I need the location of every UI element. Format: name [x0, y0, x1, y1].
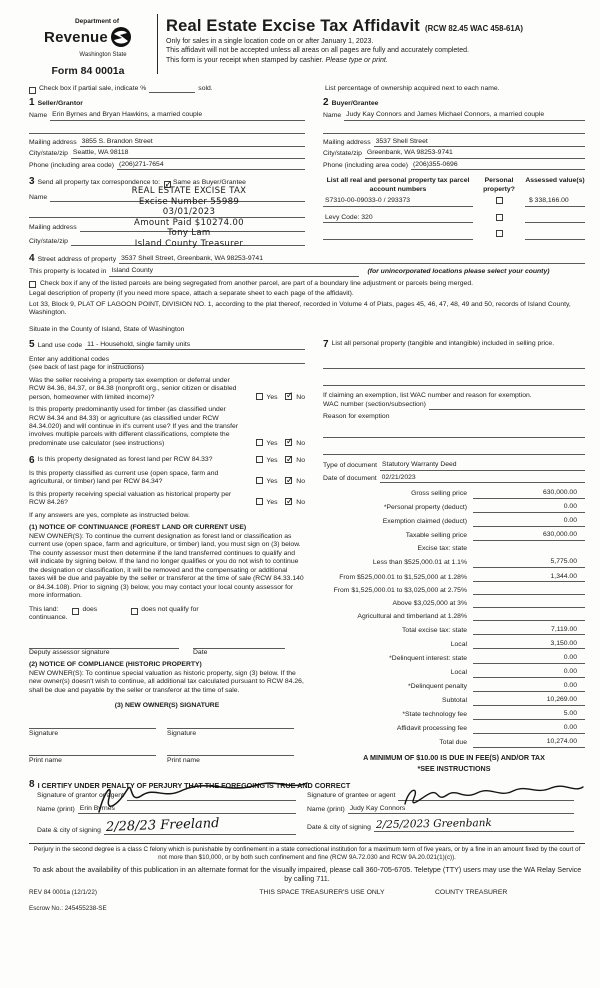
- delinquent-interest-state-label: *Delinquent interest: state: [389, 655, 467, 663]
- personal-property-line-2[interactable]: [323, 375, 585, 386]
- gross-selling-price-value[interactable]: 630,000.00: [473, 489, 585, 498]
- notice-continuance-body: NEW OWNER(S): To continue the current designation as forest land or classification as current use (open space, farm and agriculture, or timber) land, you must sign on (3) below. The county assessor must then determine if the land transferred continues to qualify and will indicate by signing below. If the land no longer qualifies or you do not wish to continue the designation or classification, it will be removed and the compensating or additional taxes will be due and payable by the seller or transferor at the time of sale (RCW 84.33.140 or 84.34.108). Prior to signing (3) below, you may contact your local county assessor for more information.: [29, 532, 304, 600]
- tier2-tax-value[interactable]: 1,344.00: [473, 573, 585, 582]
- personal-property-column-header: Personal property?: [483, 177, 515, 193]
- forest-no-checkbox[interactable]: [285, 456, 292, 463]
- section-7-number: 7: [323, 339, 329, 351]
- timber-question-row: Is this property predominantly used for timber (as classified under RCW 84.34 and 84.33) or agriculture (as classified under RCW 84.34.020) and will continue in it's current use? If yes and the transfer involves multiple parcels with different classifications, complete the predominate use calculator (see instructions) Yes ✓ No: [29, 406, 305, 448]
- grantee-name-field[interactable]: Judy Kay Connors: [348, 805, 574, 814]
- additional-codes-label: Enter any additional codes: [29, 355, 110, 363]
- partial-sale-label: Check box if partial sale, indicate %: [39, 84, 147, 92]
- deputy-date-label: Date: [193, 648, 208, 656]
- grantee-datecity-field[interactable]: 2/25/2023 Greenbank: [374, 818, 574, 832]
- total-excise-state-label: Total excise tax: state: [402, 626, 467, 634]
- dor-logo-block: [29, 14, 147, 78]
- grantor-signature-block: [29, 792, 296, 840]
- land-use-code-label: Land use code: [37, 341, 83, 349]
- unincorporated-note: (for unincorporated locations please select your county): [367, 268, 550, 276]
- deputy-date-field[interactable]: [193, 639, 285, 649]
- accessibility-statement: To ask about the availability of this publication in an alternate format for the visually impaired, please call 360-705-6705. Teletype (TTY) users may use the WA Relay Service by calling 711.: [32, 865, 582, 883]
- legal-description-text: Lot 33, Block 9, PLAT OF LAGOON POINT, DIVISION NO. 1, according to the plat thereof, recorded in Volume 4 of Plats, pages 45, 46, 47, 48, 49 and 50, records of Island County, Washington.: [29, 300, 571, 317]
- grantee-signature-field[interactable]: [398, 792, 573, 801]
- personal-property-checkbox-1[interactable]: [496, 197, 503, 204]
- section-6-classifications: 6 Is this property designated as forest land per RCW 84.33? Yes ✓ No Is this property classified as current use (open space, farm and agricultural, or timber) land per RCW 84.34? Yes ✓ No Is this property receiving special valuation as historical property per RCW 84.26? Yes ✓ No If any answers are yes, complete as instructed below. (1) NOTICE OF CONTINUANCE (FOREST LAND OR CURRENT USE) NEW OWNER(S): To continue the current designation as forest land or classification as current use (open space, farm and agriculture, or timber) land, you must sign on (3) below. The county assessor must then determine if the land transferred continues to qualify and will indicate by signing below. If the land no longer qualifies or you do not wish to continue the designation or classification, it will be removed and the compensating or additional taxes will be due and payable by the seller or transferor at the time of sale (RCW 84.33.140 or 84.34.108). Prior to signing (3) below, you may contact your local county assessor for more information. This land: does does not qualify for continuance. Deputy assessor signature Date (2) NOTICE OF COMPLIANCE (HISTORIC PROPERTY) NEW OWNER(S): To continue special valuation as historic property, sign (3) below. If the new owner(s) doesn't wish to continue, all additional tax calculated pursuant to RCW 84.26, shall be due and payable by the seller or transferor at the time of sale. (3) NEW OWNER(S) SIGNATURE Signature Print name Signature Print name: [29, 455, 305, 773]
- exemption-no-checkbox[interactable]: [285, 393, 292, 400]
- section-5-land-use: [29, 340, 305, 448]
- tier1-tax-value[interactable]: 5,775.00: [473, 558, 585, 567]
- located-county-field[interactable]: Island County: [109, 267, 359, 276]
- correspondence-title: Send all property tax correspondence to:: [37, 178, 160, 186]
- buyer-name-label: Name: [323, 112, 342, 120]
- section-1-seller: [29, 98, 305, 172]
- date-of-document-field[interactable]: 02/21/2023: [380, 474, 585, 483]
- parcel-row-3: [323, 229, 585, 239]
- does-checkbox[interactable]: [72, 608, 79, 615]
- additional-codes-field[interactable]: [112, 355, 305, 364]
- sold-label: sold.: [198, 84, 213, 92]
- section-3-number: 3: [29, 176, 35, 188]
- exemption-question-row: Was the seller receiving a property tax exemption or deferral under RCW 84.36, 84.37, or 84.38 (nonprofit org., senior citizen or disabled person, homeowner with limited income)? Yes ✓ No: [29, 377, 305, 402]
- segregated-label: Check box if any of the listed parcels are being segregated from another parcel, are part of a boundary line adjustment or parcels being merged.: [40, 279, 473, 287]
- section-5-number: 5: [29, 339, 35, 351]
- buyer-mailing-label: Mailing address: [323, 138, 371, 146]
- affidavit-processing-fee-label: Affidavit processing fee: [396, 725, 467, 733]
- land-use-code-field[interactable]: 11 - Household, single family units: [85, 341, 305, 350]
- deputy-signature-field[interactable]: [29, 639, 179, 649]
- exemption-note: If claiming an exemption, list WAC number and reason for exemption.: [323, 392, 532, 400]
- corr-mailing-label: Mailing address: [29, 223, 77, 231]
- corr-name-label: Name: [29, 193, 48, 201]
- levy-code-field[interactable]: Levy Code: 320: [323, 214, 473, 223]
- buyer-city-field[interactable]: Greenbank, WA 98253-9741: [365, 149, 585, 158]
- forest-land-question: Is this property designated as forest land per RCW 84.33?: [37, 455, 213, 463]
- assessed-value-column-header: Assessed value(s): [525, 177, 585, 185]
- notice-compliance-title: (2) NOTICE OF COMPLIANCE (HISTORIC PROPERTY): [29, 661, 202, 669]
- taxable-selling-price-label: Taxable selling price: [405, 532, 467, 540]
- ownership-note: List percentage of ownership acquired next to each name.: [325, 84, 500, 92]
- date-of-document-label: Date of document: [323, 474, 377, 482]
- assessed-value-field-1[interactable]: $ 338,166.00: [525, 197, 585, 206]
- tier3-tax-value[interactable]: [473, 587, 585, 596]
- washington-state-label: Washington State: [79, 51, 127, 58]
- agricultural-tax-value[interactable]: [473, 613, 585, 622]
- local-tax-value[interactable]: 3,150.00: [473, 640, 585, 649]
- reason-for-exemption-label: Reason for exemption: [323, 412, 390, 420]
- minimum-due-note: A MINIMUM OF $10.00 IS DUE IN FEE(S) AND/OR TAX: [363, 752, 545, 762]
- timber-yes-checkbox[interactable]: [256, 439, 263, 446]
- buyer-mailing-field[interactable]: 3537 Shell Street: [374, 138, 585, 147]
- print-name-label-1: Print name: [29, 757, 62, 765]
- county-treasurer-label: COUNTY TREASURER: [435, 889, 508, 896]
- new-owner-signature-field-2[interactable]: [167, 719, 294, 729]
- this-land-label: This land:: [29, 605, 59, 613]
- form-header: [29, 14, 585, 78]
- corr-city-label: City/state/zip: [29, 237, 68, 245]
- new-owner-printname-field-2[interactable]: [167, 746, 294, 756]
- treasurer-use-only-label: THIS SPACE TREASURER'S USE ONLY: [259, 889, 385, 896]
- partial-sale-percent-field[interactable]: [149, 84, 195, 93]
- tier2-rate-label: From $525,000.01 to $1,525,000 at 1.28%: [339, 573, 467, 581]
- delinquent-penalty-value[interactable]: 0.00: [473, 682, 585, 691]
- buyer-name-extra-line[interactable]: [323, 123, 585, 134]
- total-due-value[interactable]: 10,274.00: [473, 738, 585, 747]
- grantor-datecity-field[interactable]: 2/28/23 Freeland: [104, 818, 296, 835]
- buyer-name-field[interactable]: Judy Kay Connors and James Michael Connors, a married couple: [344, 111, 585, 120]
- subtotal-label: Subtotal: [442, 697, 467, 705]
- grantor-signature-label: Signature of grantor or agent: [37, 792, 124, 800]
- wac-number-field[interactable]: [429, 401, 585, 410]
- grantor-name-label: Name (print): [37, 805, 75, 813]
- additional-codes-note: (see back of last page for instructions): [29, 364, 144, 372]
- forest-yes-checkbox[interactable]: [256, 456, 263, 463]
- reason-line-1[interactable]: [323, 427, 585, 438]
- state-technology-fee-value[interactable]: 5.00: [473, 710, 585, 719]
- grantor-signature-field[interactable]: [127, 792, 296, 801]
- seller-mailing-field[interactable]: 3855 S. Brandon Street: [80, 138, 305, 147]
- see-instructions-note: *SEE INSTRUCTIONS: [417, 763, 491, 773]
- delinquent-interest-state-value[interactable]: 0.00: [473, 654, 585, 663]
- current-use-question: Is this property classified as current use (open space, farm and agricultural, or timber) land per RCW 84.34?: [29, 469, 219, 486]
- parcel-row-1: [323, 196, 585, 206]
- tax-computation: [323, 489, 585, 773]
- form-title: Real Estate Excise Tax Affidavit: [166, 17, 421, 35]
- seller-city-label: City/state/zip: [29, 150, 68, 158]
- delinquent-penalty-label: *Delinquent penalty: [408, 683, 467, 691]
- seller-name-field[interactable]: Erin Byrnes and Bryan Hawkins, a married couple: [50, 111, 305, 120]
- section-4-number: 4: [29, 253, 35, 265]
- subtotal-value[interactable]: 10,269.00: [473, 696, 585, 705]
- type-of-document-field[interactable]: Statutory Warranty Deed: [380, 461, 585, 470]
- instruction-line-1: Only for sales in a single location code on or after January 1, 2023.: [166, 37, 374, 45]
- grantor-datecity-label: Date & city of signing: [37, 826, 101, 834]
- header-divider: [157, 14, 158, 74]
- excise-tax-state-spacer: [473, 545, 585, 554]
- section-2-buyer: [323, 98, 585, 172]
- form-number: Form 84 0001a: [51, 65, 125, 78]
- partial-sale-row: [29, 84, 311, 93]
- seller-phone-label: Phone (including area code): [29, 161, 115, 169]
- instruction-line-3: This form is your receipt when stamped by cashier. Please type or print.: [166, 57, 388, 65]
- historical-no-checkbox[interactable]: [285, 498, 292, 505]
- seller-mailing-label: Mailing address: [29, 138, 77, 146]
- local-tax-label: Local: [450, 640, 467, 648]
- dept-of-label: Department of: [74, 18, 120, 25]
- partial-sale-checkbox[interactable]: [29, 87, 36, 94]
- delinquent-interest-local-value[interactable]: 0.00: [473, 668, 585, 677]
- taxable-selling-price-value[interactable]: 630,000.00: [473, 531, 585, 540]
- situate-text: Situate in the County of Island, State of Washington: [29, 325, 185, 333]
- segregated-checkbox[interactable]: [29, 281, 36, 288]
- signature-label-1: Signature: [29, 729, 59, 737]
- tier3-rate-label: From $1,525,000.01 to $3,025,000 at 2.75%: [333, 586, 467, 594]
- buyer-phone-field[interactable]: (206)355-0696: [411, 161, 585, 170]
- new-owner-signature-title: (3) NEW OWNER(S) SIGNATURE: [114, 702, 220, 710]
- total-excise-state-value[interactable]: 7,119.00: [473, 626, 585, 635]
- total-due-label: Total due: [439, 739, 467, 747]
- exemption-yes-checkbox[interactable]: [256, 393, 263, 400]
- deputy-signature-label: Deputy assessor signature: [29, 648, 110, 656]
- new-owner-signature-field-1[interactable]: [29, 719, 156, 729]
- seller-phone-field[interactable]: (206)271-7654: [117, 161, 305, 170]
- section-3-correspondence: [29, 177, 305, 251]
- assessed-value-field-3[interactable]: [525, 231, 585, 240]
- seller-name-label: Name: [29, 112, 48, 120]
- delinquent-interest-local-label: Local: [450, 669, 467, 677]
- street-address-field[interactable]: 3537 Shell Street, Greenbank, WA 98253-9741: [119, 255, 585, 264]
- continuance-label: continuance.: [29, 614, 68, 622]
- state-technology-fee-label: *State technology fee: [402, 711, 467, 719]
- personal-property-deduct-label: *Personal property (deduct): [383, 504, 467, 512]
- rcw-reference: (RCW 82.45 WAC 458-61A): [425, 24, 523, 33]
- parcel-row-2: [323, 213, 585, 223]
- wac-number-label: WAC number (section/subsection): [323, 401, 426, 409]
- print-name-label-2: Print name: [167, 757, 200, 765]
- footer-divider: [29, 843, 585, 844]
- type-of-document-label: Type of document: [323, 462, 378, 470]
- this-land-row: This land: does does not qualify for: [29, 606, 305, 614]
- street-address-label: Street address of property: [37, 255, 117, 263]
- excise-tax-state-header: Excise tax: state: [417, 545, 467, 553]
- instruction-line-2: This affidavit will not be accepted unless all areas on all pages are fully and accurately completed.: [166, 47, 469, 55]
- personal-property-checkbox-3[interactable]: [496, 230, 503, 237]
- personal-property-line-1[interactable]: [323, 358, 585, 369]
- located-in-label: This property is located in: [29, 268, 107, 276]
- same-as-buyer-label: Same as Buyer/Grantee: [172, 178, 246, 186]
- section-8-number: 8: [29, 778, 35, 790]
- exemption-question: Was the seller receiving a property tax exemption or deferral under RCW 84.36, 84.37, or 84.38 (nonprofit org., senior citizen or disabled person, homeowner with limited income)?: [29, 376, 237, 401]
- dor-swirl-icon: [110, 26, 132, 51]
- parcel-field-3[interactable]: [323, 231, 473, 240]
- buyer-grantee-title: Buyer/Grantee: [331, 99, 379, 107]
- tier4-tax-value[interactable]: [473, 600, 585, 609]
- certify-statement: I CERTIFY UNDER PENALTY OF PERJURY THAT THE FOREGOING IS TRUE AND CORRECT: [37, 780, 351, 790]
- seller-grantor-title: Seller/Grantor: [37, 99, 83, 107]
- revenue-wordmark: Revenue: [44, 29, 108, 47]
- affidavit-processing-fee-value[interactable]: 0.00: [473, 724, 585, 733]
- escrow-number: Escrow No.: 245455238-SE: [29, 905, 107, 913]
- exemption-claimed-value[interactable]: 0.00: [473, 517, 585, 526]
- notice-continuance-title: (1) NOTICE OF CONTINUANCE (FOREST LAND OR CURRENT USE): [29, 524, 247, 532]
- notice-compliance-body: NEW OWNER(S): To continue special valuation as historic property, sign (3) below. If the new owner(s) doesn't wish to continue, all additional tax calculated pursuant to RCW 84.26, shall be due and payable by the seller or transferor at the time of sale.: [29, 669, 304, 694]
- tier4-rate-label: Above $3,025,000 at 3%: [392, 599, 467, 607]
- timber-question: Is this property predominantly used for timber (as classified under RCW 84.34 and 84.33) or agriculture (as classified under RCW 84.34.020) and will continue in it's current use? If yes and the transfer involves multiple parcels with different classifications, complete the predominate use calculator (see instructions): [29, 406, 239, 447]
- grantee-signature-label: Signature of grantee or agent: [307, 792, 396, 800]
- personal-property-intro: List all personal property (tangible and intangible) included in selling price.: [331, 340, 555, 348]
- seller-city-field[interactable]: Seattle, WA 98118: [71, 149, 305, 158]
- buyer-phone-label: Phone (including area code): [323, 161, 409, 169]
- section-2-number: 2: [323, 97, 329, 109]
- section-4-property: [29, 254, 585, 334]
- current-use-no-checkbox[interactable]: [285, 477, 292, 484]
- reason-line-2[interactable]: [323, 444, 585, 455]
- grantee-signature-block: [307, 792, 574, 840]
- parcel-column-header: List all real and personal property tax parcel account numbers: [326, 177, 470, 193]
- personal-property-deduct-value[interactable]: 0.00: [473, 503, 585, 512]
- grantee-datecity-label: Date & city of signing: [307, 823, 371, 831]
- rev-number: REV 84 0001a (12/1/22): [29, 889, 97, 896]
- buyer-city-label: City/state/zip: [323, 150, 362, 158]
- gross-selling-price-label: Gross selling price: [411, 490, 467, 498]
- section-7-personal-property: [323, 340, 585, 455]
- assessed-value-field-2[interactable]: [525, 214, 585, 223]
- section-6-number: 6: [29, 454, 35, 466]
- agricultural-rate-label: Agricultural and timberland at 1.28%: [357, 612, 467, 620]
- current-use-yes-checkbox[interactable]: [256, 477, 263, 484]
- grantee-name-label: Name (print): [307, 805, 345, 813]
- personal-property-checkbox-2[interactable]: [496, 214, 503, 221]
- exemption-claimed-label: Exemption claimed (deduct): [382, 518, 467, 526]
- seller-name-extra-line[interactable]: [29, 123, 305, 134]
- tier1-rate-label: Less than $525,000.01 at 1.1%: [372, 559, 467, 567]
- treasurer-stamp: REAL ESTATE EXCISE TAX Excise Number 55989 03/01/2023 Amount Paid $10274.00 Tony Lam Island County Treasurer: [131, 186, 247, 249]
- parcel-table: [323, 177, 585, 251]
- historical-question: Is this property receiving special valuation as historical property per RCW 84.26?: [29, 490, 232, 507]
- legal-description-label: Legal description of property (if you need more space, attach a separate sheet to each page of the affidavit).: [29, 290, 354, 298]
- section-8-certification: [29, 780, 585, 840]
- perjury-statement: Perjury in the second degree is a class C felony which is punishable by confinement in a state correctional institution for a maximum term of five years, or by a fine in an amount fixed by the court of not more than $10,000, or by both such confinement and fine (RCW 9A.72.030 and RCW 9A.20.021(1)(c)).: [33, 846, 581, 862]
- timber-no-checkbox[interactable]: [285, 439, 292, 446]
- grantor-name-field[interactable]: Erin Byrnes: [78, 805, 296, 814]
- signature-label-2: Signature: [167, 729, 197, 737]
- does-not-checkbox[interactable]: [131, 608, 138, 615]
- if-yes-note: If any answers are yes, complete as instructed below.: [29, 511, 190, 519]
- parcel-number-field[interactable]: S7310-00-09033-0 / 293373: [323, 197, 473, 206]
- historical-yes-checkbox[interactable]: [256, 498, 263, 505]
- section-1-number: 1: [29, 97, 35, 109]
- new-owner-printname-field-1[interactable]: [29, 746, 156, 756]
